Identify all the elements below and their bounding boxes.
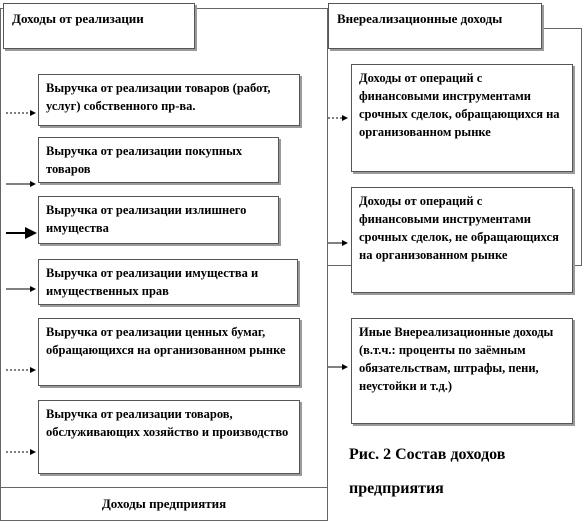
right-item-2 <box>351 187 573 293</box>
left-item-6 <box>38 400 300 474</box>
right-header-box <box>328 3 542 49</box>
left-item-6-label: Выручка от реализации товаров, обслуживающих хозяйство и производство <box>46 407 289 439</box>
left-item-1 <box>38 74 300 126</box>
left-item-2-label: Выручка от реализации покупных товаров <box>46 144 243 176</box>
figure-caption <box>349 438 579 506</box>
caption-line-2: предприятия <box>349 480 444 497</box>
left-item-3-label: Выручка от реализации излишнего имущества <box>46 203 247 235</box>
right-item-1-label: Доходы от операций с финансовыми инструментами срочных сделок, обращающихся на организованном рынке <box>359 71 560 139</box>
left-item-4 <box>38 259 298 305</box>
footer-box <box>0 487 328 521</box>
left-item-2 <box>38 137 279 183</box>
left-item-5 <box>38 318 300 386</box>
right-item-1 <box>351 64 573 172</box>
right-header-label: Внереализационные доходы <box>337 11 503 26</box>
right-item-3 <box>351 318 573 424</box>
left-item-5-label: Выручка от реализации ценных бумаг, обращающихся на организованном рынке <box>46 325 286 357</box>
left-item-1-label: Выручка от реализации товаров (работ, услуг) собственного пр-ва. <box>46 81 271 113</box>
footer-label: Доходы предприятия <box>101 496 227 511</box>
left-header-label: Доходы от реализации <box>12 11 144 26</box>
caption-line-1: Рис. 2 Состав доходов <box>349 446 506 463</box>
left-header-box <box>3 3 195 49</box>
left-item-3 <box>38 196 279 244</box>
right-item-2-label: Доходы от операций с финансовыми инструментами срочных сделок, не обращающихся на организованном рынке <box>359 194 559 262</box>
left-item-4-label: Выручка от реализации имущества и имущественных прав <box>46 266 259 298</box>
right-item-3-label: Иные Внереализационные доходы (в.т.ч.: проценты по заёмным обязательствам, штрафы, пени, неустойки и т.д.) <box>359 325 554 393</box>
